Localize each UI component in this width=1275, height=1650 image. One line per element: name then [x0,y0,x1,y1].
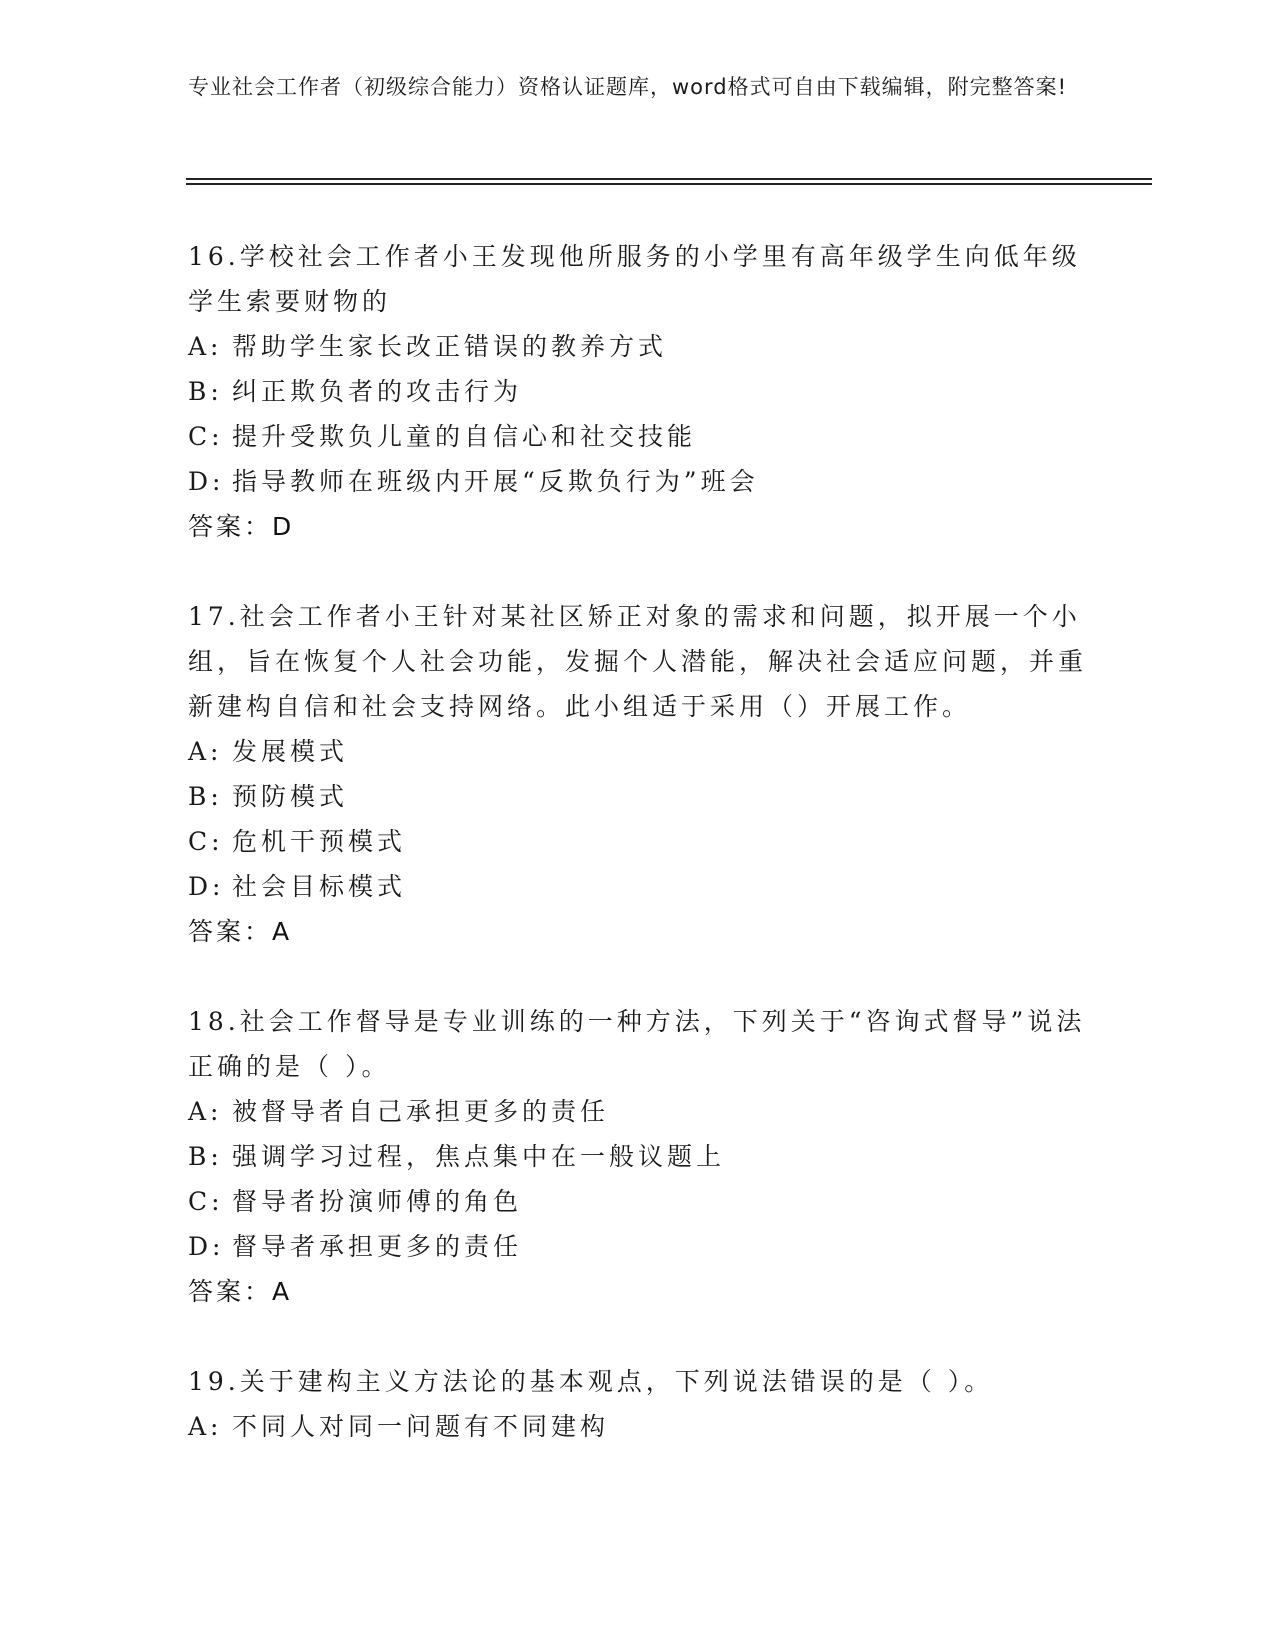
option-text: 纠正欺负者的攻击行为 [232,377,523,406]
option-text: 提升受欺负儿童的自信心和社交技能 [232,422,697,451]
option-a [188,729,1088,774]
option-key: D: [188,1232,225,1261]
question-text: 17.社会工作者小王针对某社区矫正对象的需求和问题，拟开展一个小组，旨在恢复个人社会功能，发掘个人潜能，解决社会适应问题，并重新建构自信和社会支持网络。此小组适于采用（）开展工作。 [188,602,1088,721]
option-text: 强调学习过程，焦点集中在一般议题上 [232,1142,726,1171]
question-list [188,234,1088,1494]
option-b [188,774,1088,819]
option-key: C: [188,1187,224,1216]
question-17 [188,594,1088,954]
option-key: B: [188,782,223,811]
option-key: B: [188,1142,223,1171]
option-text: 发展模式 [232,737,349,766]
option-key: A: [188,1412,223,1441]
option-text: 督导者扮演师傅的角色 [232,1187,523,1216]
option-a [188,324,1088,369]
option-key: C: [188,827,224,856]
option-d [188,1224,1088,1269]
option-a [188,1404,1088,1449]
question-text: 16.学校社会工作者小王发现他所服务的小学里有高年级学生向低年级学生索要财物的 [188,242,1081,316]
question-19 [188,1359,1088,1449]
option-d [188,459,1088,504]
question-18 [188,999,1088,1314]
option-key: A: [188,737,223,766]
option-text: 被督导者自己承担更多的责任 [232,1097,610,1126]
question-text: 18.社会工作督导是专业训练的一种方法，下列关于“咨询式督导”说法正确的是（ ）。 [188,1007,1086,1081]
option-d [188,864,1088,909]
option-key: D: [188,872,225,901]
option-key: A: [188,332,223,361]
question-text: 19.关于建构主义方法论的基本观点，下列说法错误的是（ ）。 [188,1367,994,1396]
header-divider-bottom [186,183,1152,185]
option-text: 指导教师在班级内开展“反欺负行为”班会 [232,467,759,496]
option-text: 督导者承担更多的责任 [232,1232,523,1261]
document-header: 专业社会工作者（初级综合能力）资格认证题库，word格式可自由下载编辑，附完整答案! [188,75,1068,99]
question-16 [188,234,1088,549]
option-text: 帮助学生家长改正错误的教养方式 [232,332,668,361]
answer-line: 答案：A [188,917,293,946]
option-b [188,369,1088,414]
option-key: D: [188,467,225,496]
option-key: A: [188,1097,223,1126]
option-c [188,1179,1088,1224]
option-a [188,1089,1088,1134]
option-b [188,1134,1088,1179]
option-key: B: [188,377,223,406]
header-divider-top [186,178,1152,180]
option-text: 危机干预模式 [232,827,407,856]
option-key: C: [188,422,224,451]
option-c [188,414,1088,459]
answer-line: 答案：D [188,512,295,541]
option-text: 不同人对同一问题有不同建构 [232,1412,610,1441]
option-c [188,819,1088,864]
answer-line: 答案：A [188,1277,293,1306]
option-text: 社会目标模式 [232,872,407,901]
option-text: 预防模式 [232,782,349,811]
